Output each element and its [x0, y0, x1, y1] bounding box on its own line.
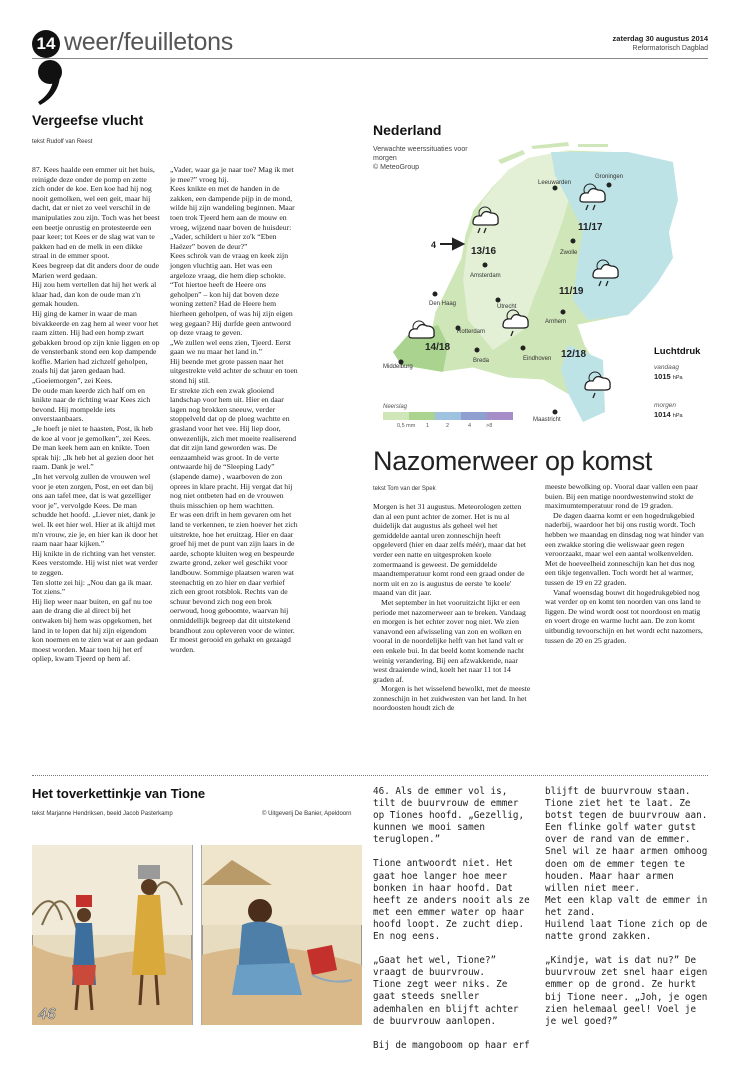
legend-title: Neerslag [383, 404, 408, 410]
paragraph: Tione antwoordt niet. Het gaat hoe langer hoe meer bonken in haar hoofd. Dat heeft ze anders nooit als ze met een emmer water op haar hoofd loopt. Ze zucht diep. En nog eens. [373, 858, 530, 943]
city-dot [607, 183, 612, 188]
pressure-title: Luchtdruk [654, 346, 701, 357]
pressure-unit: hPa [672, 375, 683, 381]
legend-label: 4 [468, 423, 472, 429]
paragraph: Ten slotte zei hij: „Nou dan ga ik maar. Tot ziens.” [32, 577, 153, 597]
panel-left [32, 845, 192, 1025]
pressure-unit: hPa [672, 413, 683, 419]
city-dot [483, 263, 488, 268]
city-dot [553, 186, 558, 191]
city-label: Arnhem [545, 319, 567, 325]
city-label: Amsterdam [470, 273, 501, 279]
paragraph: Bij de mangoboom op haar erf [373, 1039, 530, 1051]
pressure-tomorrow-label: morgen [654, 402, 677, 409]
paragraph: Morgen is het wisselend bewolkt, met de meeste zonneschijn in het zuidwesten van het land. In het noordoosten houdt zich de [373, 684, 531, 713]
paragraph: Hij beende met grote passen naar het uitgestrekte veld achter de schuur en toen stond hij stil. [170, 356, 298, 386]
serial-column-1 [32, 165, 160, 664]
city-label: Zwolle [560, 250, 578, 256]
paragraph: Met september in het vooruitzicht lijkt er een periode met nazomerweer aan te breken. Vandaag en morgen is het echter zover nog niet. We zien vanavond een afwisseling van zon en wolken en vooral in de noordelijke helft van het land valt er een enkele bui. In dat beeld komt komende nacht weinig verandering. Bij een afzwakkende, naar west draaiende wind, koelt het naar 11 tot 14 graden af. [373, 597, 526, 684]
paragraph: meeste bewolking op. Vooral daar vallen een paar buien. Bij een matige noordwestenwind stokt de maximumtemperatuur rond de 19 graden. [545, 482, 698, 511]
weather-map [373, 140, 708, 440]
paragraph: Er was een drift in hem gevaren om het land te verkennen, te zien hoever het zich uitstrekte, hoe het eruitzag. Hier en daar groef hij met de punt van zijn laars in de aarde, schopte kluiten weg en bespeurde zwarte grond, zeker wel geschikt voor landbouw. Sommige plaatsen waren wat steenachtig en zo hier en daar verhief zich een groot rotsblok. Rechts van de schuur bevond zich nog een brok oerwoud, hoog geboomte, waarvan hij onmiddellijk begreep dat dit uitstekend brandhout zou opleveren voor de winter. [170, 510, 298, 635]
illustration-number: 46 [38, 1006, 56, 1023]
paragraph: Er strekte zich een zwak glooiend landschap voor hem uit. Hier en daar lagen nog brokken sneeuw, verder stoppelveld dat op de ploeg wachtte en grasland voor het vee. Hij liep door, onwezenlijk, zich met moeite realiserend dat dit zijn land geworden was. De eenzaamheid was groot. In de verte ontwaarde hij de “Sleeping Lady” (slapende dame) , waarboven de zon oprees in klare pracht. Hij vergat dat hij nog niet ontbeten had en de vrouwen thuis misschien op hem wachtten. [170, 385, 297, 510]
paragraph: „In het vervolg zullen de vrouwen wel voor je eten zorgen, Post, en eet dan bij ons aan tafel mee, dat is wat gezelliger voor je”, vervolgde Kees. De man schudde het hoofd. „Liever niet, dank je wel. Ik eet hier wel. Hier at ik altijd met m'n vrouw, zie je, en hier kan ik door het raam naar haar kijken.” [32, 472, 158, 549]
section-title: weer/feuilletons [64, 28, 233, 56]
city-dot [433, 292, 438, 297]
city-dot [571, 239, 576, 244]
legend-swatch [435, 412, 461, 420]
header-rule [32, 58, 708, 59]
paragraph: Kees knikte en met de handen in de zakken, een dampende pijp in de mond, wilde hij zijn wandeling beginnen. Maar toen trok Tjeerd hem aan de mouw en vroeg, wijzend naar boven de huisdeur: „Vader, schildert u hier zo'k “Eben Haëzer” boven de deur?” [170, 184, 295, 251]
city-label: Den Haag [429, 301, 457, 307]
story-illustration [32, 845, 362, 1025]
city-label: Rotterdam [457, 329, 486, 335]
legend-swatch [461, 412, 487, 420]
weather-column-2 [545, 482, 707, 645]
weather-column-1 [373, 502, 533, 713]
cloud-sun-icon [409, 321, 434, 338]
legend-label: 2 [446, 423, 450, 429]
map-subtitle: Verwachte weerssituaties voor morgen [373, 146, 468, 162]
legend-label: 0,5 mm [397, 423, 416, 429]
legend-label: 1 [426, 423, 430, 429]
temp-label: 11/17 [578, 222, 603, 233]
city-label: Maastricht [533, 417, 561, 423]
pressure-today-value: 1015 [654, 372, 671, 381]
paragraph: „Vader, waar ga je naar toe? Mag ik met je mee?” vroeg hij. [170, 165, 294, 184]
page-number: 14 [36, 34, 56, 53]
paragraph: Er moest gerooid en gehakt en gezaagd worden. [170, 635, 291, 654]
city-label: Breda [473, 358, 490, 364]
paragraph: „Goeiemorgen”, zei Kees. [32, 376, 113, 386]
map-title: Nederland [373, 122, 442, 138]
pressure-tomorrow-value: 1014 [654, 410, 671, 419]
temp-label: 11/19 [559, 286, 584, 297]
pressure-today [654, 372, 683, 381]
story-column-2 [545, 786, 710, 1040]
serial-column-2 [170, 165, 298, 654]
city-label: Middelburg [383, 364, 413, 370]
paragraph: De oude man keerde zich half om en knikte naar de richting waar Kees zich bevond. Hij mompelde iets onverstaanbaars. [32, 385, 151, 424]
story-column-1 [373, 786, 533, 1064]
paragraph: „Gaat het wel, Tione?” vraagt de buurvrouw. Tione zegt weer niks. Ze gaat steeds sneller ademhalen en blijft achter de buurvrouw aanlopen. [373, 955, 519, 1027]
story-title: Het toverkettinkje van Tione [32, 786, 206, 801]
page-number-badge [32, 30, 60, 58]
paragraph: blijft de buurvrouw staan. Tione ziet het te laat. Ze botst tegen de buurvrouw aan. Een flinke golf water gutst over de rand van de emmer. Snel wil ze haar armen omhoog doen om de emmer tegen te houden. Maar haar armen willen niet meer. Met een klap valt de emmer in het zand. Huilend laat Tione zich op de natte grond zakken. [545, 786, 708, 943]
paragraph: Hij zou hem vertellen dat hij het werk al klaar had, dan kon de oude man z'n gemak houden. [32, 280, 157, 309]
pressure-tomorrow [654, 410, 683, 419]
header-publication: Reformatorisch Dagblad [632, 45, 708, 52]
wind-force: 4 [431, 240, 437, 250]
paragraph: Kees begreep dat dit anders door de oude Marien werd gedaan. [32, 260, 160, 280]
story-copyright: © Uitgeverij De Banier, Apeldoorn [262, 811, 352, 817]
paragraph: Hij knikte in de richting van het venster. Kees verstomde. Hij wist niet wat verder te zeggen. [32, 548, 158, 577]
legend-swatch [487, 412, 513, 420]
panel-right [202, 845, 362, 1025]
legend-swatch [383, 412, 409, 420]
city-label: Leeuwarden [538, 180, 572, 186]
legend-label: >8 [486, 423, 493, 429]
wind-arrow-icon [440, 239, 463, 249]
paragraph: De man keek hem aan en knikte. Toen sprak hij: „Ik heb het al gezien door het raam. Dank je wel.” [32, 443, 154, 472]
serial-byline: tekst Rudolf van Reest [32, 139, 93, 145]
paragraph: Hij liep weer naar buiten, en gaf nu toe aan de drang die al direct bij het ontwaken bij hem was opgekomen, het land in te lopen dat hij zijn eigendom kon noemen en te zien wat er aan gedaan moest worden. Maar toen hij het erf opliep, kwam Tjeerd op hem af. [32, 596, 159, 664]
city-label: Eindhoven [523, 356, 552, 362]
legend-swatch [409, 412, 435, 420]
temp-label: 14/18 [425, 342, 451, 353]
paragraph: “Tot hiertoe heeft de Heere ons geholpen” – kon hij dat boven deze woning zetten? Had de Heere hem hierheen geholpen, of was hij zijn eigen weg gegaan? Hij durfde geen antwoord op deze vraag te geven. [170, 280, 293, 338]
paragraph: Vanaf woensdag bouwt dit hogedrukgebied nog wat verder op en komt ten noorden van ons land te liggen. De wind wordt oost tot noordoost en matig en voert droge en warme lucht aan. De zon komt uitbundig tevoorschijn en het wordt echt nazomers, tussen de 20 en 25 graden. [545, 587, 703, 645]
city-label: Utrecht [497, 304, 517, 310]
paragraph: „We zullen wel eens zien, Tjeerd. Eerst gaan we nu maar het land in.” [170, 337, 291, 357]
city-dot [521, 346, 526, 351]
section-divider [32, 775, 708, 776]
paragraph: De dagen daarna komt er een hogedrukgebied naderbij, waardoor het bij ons rustig wordt. Toch hebben we maandag en dinsdag nog wat hinder van een zwakke storing die weliswaar geen regen veroorzaakt, maar wel een aantal wolkenvelden. Met de hoeveelheid zonneschijn kan het dus nog een tikje tegenvallen. Toch wordt het al warmer, tussen de 19 en 22 graden. [545, 510, 704, 587]
city-dot [561, 310, 566, 315]
paragraph: „Je hoeft je niet te haasten, Post, ik heb de koe al voor je gemolken”, zei Kees. [32, 424, 153, 443]
temp-label: 12/18 [561, 349, 587, 360]
city-dot [496, 298, 501, 303]
paragraph: 87. Kees haalde een emmer uit het huis, reinigde deze onder de pomp en zette zich onder de koe. Een koe had hij nog nooit gemolken, wel een geit, maar hij dacht, dat er niet zo veel verschil in de manipulaties zou zijn. Toch was het beest een beetje onrustig en protesteerde een paar keer; tot Kees er de slag wat van te pakken had en de melk in een dikke straal in de emmer spoot. [32, 165, 160, 261]
paragraph: Kees schrok van de vraag en keek zijn jongen vluchtig aan. Het was een argeloze vraag, die hem diep schokte. [170, 251, 289, 280]
paragraph: Morgen is het 31 augustus. Meteorologen zetten dan al een punt achter de zomer. Het is nu al duidelijk dat augustus als geheel wel het gemiddelde aantal uren zonneschijn heeft opgeleverd (hier en daar zelfs méér), maar dat het verder een natte en uitgesproken koele zomermaand is geweest. De gemiddelde maandtemperatuur komt rond een graad onder de norm uit en zo is augustus de eerste 'te koele' maand van dit jaar. [373, 502, 527, 598]
paragraph: Hij ging de kamer in waar de man bivakkeerde en zag hem al weer voor het raam zitten. Hij had een homp zwart gebakken brood op zijn knie liggen en op de vensterbank stond een kop dampende koffie. Marien had zichzelf geholpen, zoals hij dat jaren gedaan had. [32, 308, 160, 376]
city-label: Groningen [595, 174, 624, 180]
map-source: © MeteoGroup [373, 164, 420, 171]
pressure-today-label: vandaag [654, 364, 679, 371]
paragraph: 46. Als de emmer vol is, tilt de buurvrouw de emmer op Tiones hoofd. „Gezellig, kunnen we mooi samen teruglopen.” [373, 786, 525, 846]
temp-label: 13/16 [471, 246, 497, 257]
header-date: zaterdag 30 augustus 2014 [612, 34, 708, 43]
weather-headline: Nazomerweer op komst [373, 446, 653, 476]
serial-title: Vergeefse vlucht [32, 112, 144, 128]
comma-ornament-icon [34, 58, 62, 106]
city-dot [553, 410, 558, 415]
paragraph: „Kindje, wat is dat nu?” De buurvrouw zet snel haar eigen emmer op de grond. Ze hurkt bij Tione neer. „Joh, je ogen zien helemaal geel! Voel je je wel goed?” [545, 955, 708, 1027]
city-dot [475, 348, 480, 353]
story-credits: tekst Marjanne Hendriksen, beeld Jacob Pasterkamp [32, 811, 173, 817]
weather-byline: tekst Tom van der Spek [373, 486, 436, 492]
